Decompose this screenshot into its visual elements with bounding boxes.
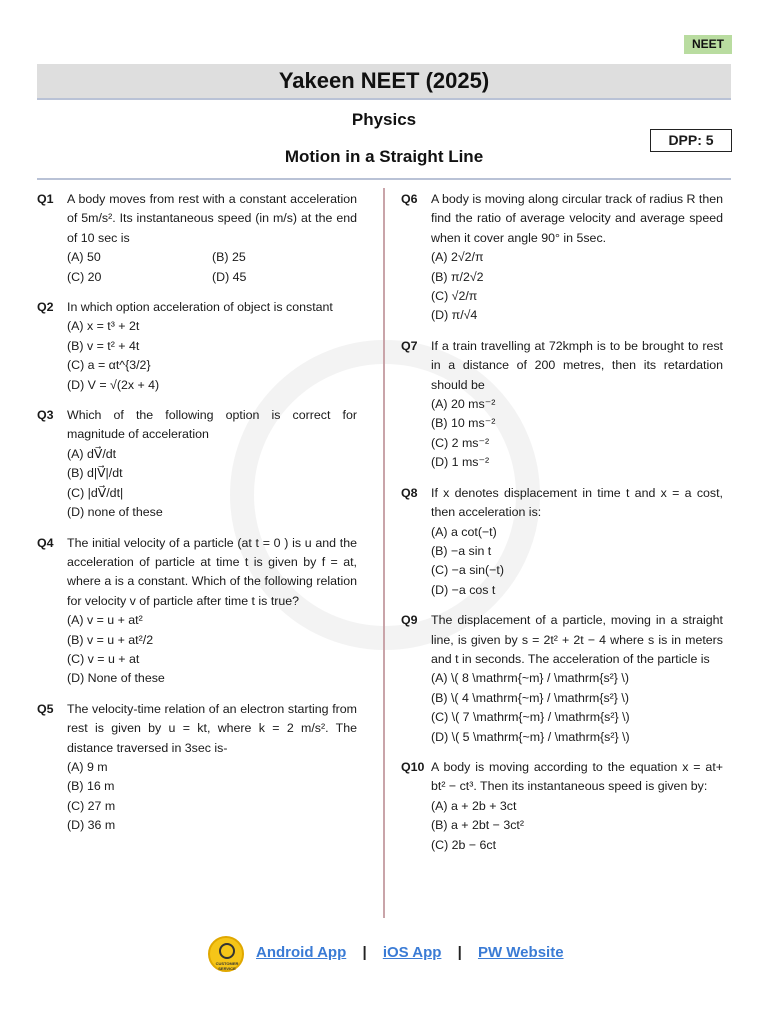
header-divider <box>37 178 731 180</box>
neet-badge: NEET <box>684 35 732 54</box>
question-text: A body moves from rest with a constant acceleration of 5m/s². Its instantaneous speed (in m/s) at the end of 10 sec is <box>67 192 357 245</box>
options-list <box>67 317 357 395</box>
option-item: (D) \( 5 \mathrm{~m} / \mathrm{s²} \) <box>431 729 630 744</box>
option-item: (A) 9 m <box>67 759 108 774</box>
options-list <box>67 611 357 689</box>
options-list <box>67 248 357 287</box>
footer-links <box>256 944 564 961</box>
question-text: If x denotes displacement in time t and x = a cost, then acceleration is: <box>431 485 723 520</box>
option-item: (C) v = u + at <box>67 651 140 666</box>
pw-website-link[interactable]: PW Website <box>477 944 564 961</box>
option-item: (D) V = √(2x + 4) <box>67 377 160 392</box>
question-text: The displacement of a particle, moving in a straight line, is given by s = 2t² + 2t − 4 where s is in meters and t in seconds. The acceleration of the particle is <box>431 613 723 666</box>
option-item: (A) x = t³ + 2t <box>67 319 140 334</box>
options-list <box>431 797 723 855</box>
option-item: (C) 2 ms⁻² <box>431 435 490 450</box>
question-text: In which option acceleration of object is constant <box>67 300 333 315</box>
option-item: (B) a + 2bt − 3ct² <box>431 818 524 833</box>
option-item: (A) dV⃗/dt <box>67 446 117 461</box>
option-item: (C) 20 <box>67 269 102 284</box>
question-number: Q7 <box>401 338 418 353</box>
option-item: (D) 45 <box>212 269 247 284</box>
column-divider <box>383 188 385 918</box>
option-item: (B) π/2√2 <box>431 269 484 284</box>
question-number: Q8 <box>401 485 418 500</box>
options-list <box>431 523 723 601</box>
question-text: A body is moving according to the equation x = at+ bt² − ct³. Then its instantaneous speed is given by: <box>431 759 723 794</box>
dpp-box: DPP: 5 <box>650 129 732 152</box>
option-item: (B) v = t² + 4t <box>67 338 140 353</box>
question-q6 <box>401 190 723 326</box>
customer-service-logo <box>208 936 244 972</box>
option-item: (C) |dV⃗/dt| <box>67 485 124 500</box>
question-q5 <box>37 700 357 836</box>
question-text: The velocity-time relation of an electron starting from rest is given by u = kt, where k = 2 m/s². The distance traversed in 3sec is- <box>67 701 357 755</box>
option-item: (A) 50 <box>67 250 101 265</box>
option-item: (A) v = u + at² <box>67 613 143 628</box>
question-text: The initial velocity of a particle (at t = 0 ) is u and the acceleration of particle at time t is given by f = at, where a is a constant. Which of the following relation for velocity v of particle after time t is true? <box>67 535 357 608</box>
question-text: If a train travelling at 72kmph is to be brought to rest in a distance of 200 metres, then its retardation should be <box>431 338 723 392</box>
question-number: Q10 <box>401 759 425 774</box>
question-q8 <box>401 484 723 600</box>
option-item: (C) √2/π <box>431 289 478 304</box>
option-item: (D) π/√4 <box>431 308 478 323</box>
question-text: Which of the following option is correct for magnitude of acceleration <box>67 408 357 442</box>
question-text: A body is moving along circular track of radius R then find the ratio of average velocity and average speed when it cover angle 90° in 5sec. <box>431 192 724 245</box>
question-q1 <box>37 190 357 287</box>
page-title: Yakeen NEET (2025) <box>278 68 490 93</box>
question-number: Q5 <box>37 701 54 716</box>
option-item: (A) 2√2/π <box>431 250 484 265</box>
options-list <box>431 669 723 747</box>
option-item: (B) 16 m <box>67 779 115 794</box>
options-list <box>431 395 723 473</box>
option-item: (D) 1 ms⁻² <box>431 455 490 470</box>
option-item: (C) −a sin(−t) <box>431 563 504 578</box>
options-list <box>67 445 357 523</box>
option-item: (A) 20 ms⁻² <box>431 397 496 412</box>
android-app-link[interactable]: Android App <box>256 944 347 961</box>
chapter-heading: Motion in a Straight Line <box>284 147 484 166</box>
option-item: (B) v = u + at²/2 <box>67 632 154 647</box>
option-item: (C) \( 7 \mathrm{~m} / \mathrm{s²} \) <box>431 710 630 725</box>
question-q9 <box>401 611 723 747</box>
option-item: (B) d|V⃗|/dt <box>67 466 123 481</box>
question-number: Q2 <box>37 300 54 315</box>
right-column <box>401 190 723 866</box>
option-item: (A) \( 8 \mathrm{~m} / \mathrm{s²} \) <box>431 671 629 686</box>
option-item: (C) 2b − 6ct <box>431 837 497 852</box>
question-number: Q3 <box>37 408 54 423</box>
option-item: (D) 36 m <box>67 818 116 833</box>
option-item: (C) a = αt^{3/2} <box>67 358 151 373</box>
option-item: (D) −a cos t <box>431 582 496 597</box>
question-number: Q6 <box>401 192 418 206</box>
question-number: Q1 <box>37 192 54 206</box>
left-column <box>37 190 357 847</box>
options-list <box>431 248 723 326</box>
question-q7 <box>401 337 723 473</box>
logo-text: CUSTOMER SERVICE <box>215 961 239 971</box>
question-number: Q4 <box>37 535 54 550</box>
question-q2 <box>37 298 357 395</box>
question-q10 <box>401 758 723 855</box>
option-item: (B) 25 <box>212 250 246 265</box>
options-list <box>67 758 357 836</box>
option-item: (B) \( 4 \mathrm{~m} / \mathrm{s²} \) <box>431 690 629 705</box>
link-separator: | <box>457 944 462 961</box>
link-separator: | <box>362 944 367 961</box>
option-item: (C) 27 m <box>67 798 116 813</box>
option-item: (D) None of these <box>67 671 165 686</box>
subject-heading: Physics <box>351 110 417 129</box>
option-item: (B) −a sin t <box>431 543 492 558</box>
title-bar <box>37 64 731 100</box>
option-item: (A) a + 2b + 3ct <box>431 798 517 813</box>
headset-icon <box>219 943 235 959</box>
option-item: (D) none of these <box>67 505 163 520</box>
option-item: (B) 10 ms⁻² <box>431 416 496 431</box>
option-item: (A) a cot(−t) <box>431 524 497 539</box>
question-q3 <box>37 406 357 522</box>
ios-app-link[interactable]: iOS App <box>382 944 442 961</box>
question-q4 <box>37 534 357 689</box>
question-number: Q9 <box>401 613 418 628</box>
